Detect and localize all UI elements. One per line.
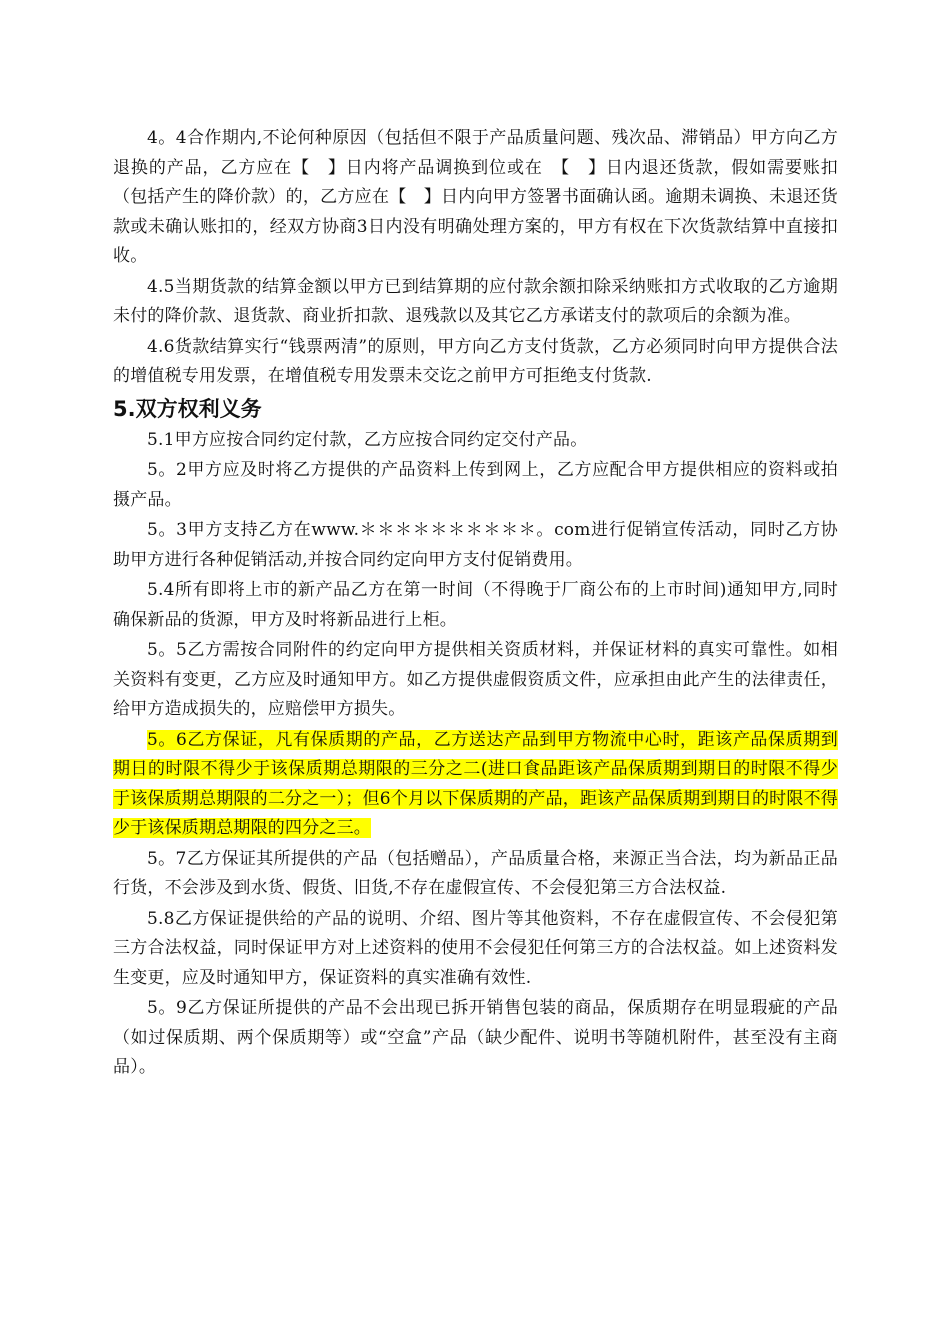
clause-5-2: 5。2甲方应及时将乙方提供的产品资料上传到网上，乙方应配合甲方提供相应的资料或拍摄产品。: [113, 460, 838, 510]
clause-5-8: 5.8乙方保证提供给的产品的说明、介绍、图片等其他资料，不存在虚假宣传、不会侵犯第三方合法权益，同时保证甲方对上述资料的使用不会侵犯任何第三方的合法权益。如上述资料发生变更，应及时通知甲方，保证资料的真实准确有效性.: [113, 908, 838, 988]
clause-4-6: 4.6货款结算实行“钱票两清”的原则，甲方向乙方支付货款，乙方必须同时向甲方提供合法的增值税专用发票，在增值税专用发票未交讫之前甲方可拒绝支付货款.: [113, 336, 838, 386]
clause-5-5: 5。5乙方需按合同附件的约定向甲方提供相关资质材料，并保证材料的真实可靠性。如相关资料有变更，乙方应及时通知甲方。如乙方提供虚假资质文件，应承担由此产生的法律责任，给甲方造成损失的，应赔偿甲方损失。: [113, 640, 838, 719]
highlighted-text: 5。6乙方保证，凡有保质期的产品，乙方送达产品到甲方物流中心时，距该产品保质期到期日的时限不得少于该保质期总期限的三分之二(进口食品距该产品保质期到期日的时限不得少于该保质期总期限的二分之一）；但6个月以下保质期的产品，距该产品保质期到期日的时限不得少于该保质期总期限的四分之三。: [113, 729, 838, 838]
clause-5-6-highlighted: [113, 726, 838, 844]
clause-4-4: 4。4合作期内,不论何种原因（包括但不限于产品质量问题、残次品、滞销品）甲方向乙方退换的产品，乙方应在【 】日内将产品调换到位或在 【 】日内退还货款，假如需要账扣（包括产生的降价款）的，乙方应在【 】日内向甲方签署书面确认函。逾期未调换、未退还货款或未确认账扣的，经双方协商3日内没有明确处理方案的，甲方有权在下次货款结算中直接扣收。: [113, 128, 838, 266]
clause-5-3: 5。3甲方支持乙方在www.＊＊＊＊＊＊＊＊＊＊。com进行促销宣传活动，同时乙方协助甲方进行各种促销活动,并按合同约定向甲方支付促销费用。: [113, 520, 838, 570]
section-5-heading: 5.双方权利义务: [113, 396, 262, 421]
clause-5-1: 5.1甲方应按合同约定付款，乙方应按合同约定交付产品。: [147, 429, 588, 450]
clause-5-7: 5。7乙方保证其所提供的产品（包括赠品），产品质量合格，来源正当合法，均为新品正品行货，不会涉及到水货、假货、旧货,不存在虚假宣传、不会侵犯第三方合法权益.: [113, 848, 838, 898]
clause-4-5: 4.5当期货款的结算金额以甲方已到结算期的应付款余额扣除采纳账扣方式收取的乙方逾期未付的降价款、退货款、商业折扣款、退残款以及其它乙方承诺支付的款项后的余额为准。: [113, 276, 838, 326]
clause-5-4: 5.4所有即将上市的新产品乙方在第一时间（不得晚于厂商公布的上市时间)通知甲方,同时确保新品的货源，甲方及时将新品进行上柜。: [113, 580, 838, 630]
clause-5-9: 5。9乙方保证所提供的产品不会出现已拆开销售包装的商品，保质期存在明显瑕疵的产品（如过保质期、两个保质期等）或“空盒”产品（缺少配件、说明书等随机附件，甚至没有主商品）。: [113, 998, 838, 1077]
